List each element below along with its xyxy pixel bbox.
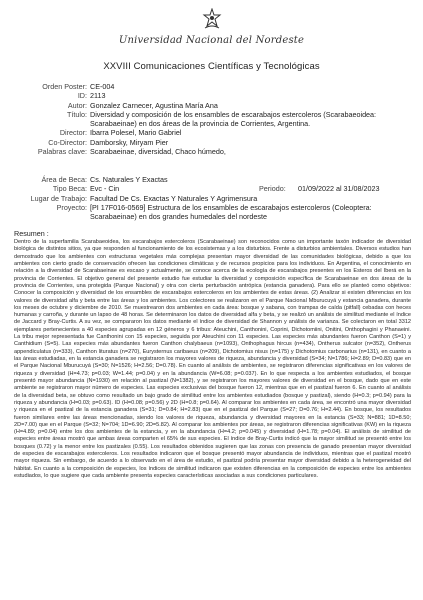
field-value: 01/09/2022 al 31/08/2023 [298,184,380,194]
field-label: Co-Director: [48,137,87,147]
field-proyecto [0,203,423,222]
field-palabras-clave [0,147,423,156]
field-value: 2113 [90,91,106,101]
field-label: Proyecto: [56,202,87,212]
university-crest-icon [201,8,223,30]
abstract-heading: Resumen : [14,229,49,238]
field-value: Diversidad y composición de los ensambles de escarabajos estercoleros (Scarabaeoidea: Scarabaeinae) en dos áreas de la provincia de Corrientes, Argentina. [90,109,377,129]
field-value: [PI 17F016-0569] Estructura de los ensambles de escarabajos estercoleros (Coleoptera: Scarabaeinae) en dos grandes humedales del nordeste [90,202,372,222]
abstract-text: Dentro de la superfamilia Scarabaeoidea, los escarabajos estercoleros (Scarabaeinae) son reconocidos como un importante taxón indicador de diversidad biológica de distintos sitios, ya que responden al funcionamiento de los ecosistemas y a los disturbios. Frente a disturbios ambientales. Diversos estudios han demostrado que los ambientes con estructuras vegetales más complejas presentan mayor diversidad de las comunidades biológicas, debido a que los ambientes con cierto grado de conservación ofrecen las condiciones climáticas y de recursos propicios para los individuos. En Argentina, el conocimiento en relación a la diversidad de Scarabaeinae es escaso y actualmente, se conoce acerca de la ecología de escarabajos presentes en los Esteros del Iberá en la provincia de Corrientes. El objetivo general del presente estudio fue estudiar la diversidad y composición específica de Scarabaeinae en dos áreas de la provincia de Corrientes, una protegida (Parque Nacional) y otra con cierta perturbación antrópica (estancia ganadera). Para ello se planteó como objetivos: Conocer la composición y diversidad de los ensambles de escarabajos estercoleros en los ambientes de estas áreas. (2) Analizar si existen diferencias en los valores de diversidad alfa y beta entre las áreas y los ambientes. Los colectores se realizaron en el Parque Nacional Mburucuyá y estancia ganadera, durante los meses de octubre y diciembre de 2010. Se muestrearon dos ambientes en cada área: bosque y sabana, con trampas de caída (pitfall) cebadas con heces humanas y carroña, y durante un lapso de 48 horas. Se determinaron los datos de diversidad alfa y beta, y se realizó un análisis de similitud mediante el índice de Jaccard y Bray-Curtis. A su vez, se compararon los datos mediante el índice de diversidad de Shannon y análisis de varianza. Se colectaron en total 3312 ejemplares pertenecientes a 40 especies agrupadas en 12 géneros y 6 tribus: Ateuchini, Canthonini, Coprini, Dichotomiini, Onitini, Onthophagini y Phanaeini. La tribu mejor representada fue Canthonini con 15 especies, seguida por Ateuchini con 11 especies. Las especies más abundantes fueron Canthon (S=1) y Canthidium (S=5). Las especies más abundantes fueron Canthon chalybaeus (n=1093), Onthophagus hircus (n=434), Ontherus sulcator (n=352), Ontherus appendiculatus (n=333), Canthon lituratus (n=270), Eurysternus caribaeus (n=209), Dichotomius nisus (n=175) y Dichotomius carbonarius (n=131), en cuanto a las áreas estudiadas, en la estancia ganadera se registraron los mayores valores de riqueza, abundancia y diversidad (S=34; N=1786; H=2.89; D=0.83) que en el Parque Nacional Mburucuyá (S=30; N=1526; H=2.56; D=0.78). En cuanto al análisis de ambientes, se registraron diferencias significativas en los valores de riqueza y diversidad (H=4.73; p=0.03; W=1.44; p=0.04) y en la abundancia (W=6.08; p=0.037). En lo que respecta a los ambientes estudiados, el bosque presentó mayor abundancia (N=1930) en relación al pastizal (N=1382), y se registraron los mayores valores de diversidad en el bosque, dado que en este ambiente se registraron mayor número de especies. Las especies exclusivas del bosque fueron 12, mientras que en el pastizal fueron 6. En cuanto al análisis de la diversidad beta, se obtuvo como resultado un bajo grado de similitud entre los ambientes estudiados (bosque y pastizal), siendo (H=0.3; p=0.94) para la riqueza y abundancia (H=0.03; p=0.63). ID (H=0.08; p=0.56) y 2D (H=0.8; p=0.64). Al comparar los ambientes en cada área, se encontró una mayor diversidad y riqueza en el pastizal de la estancia ganadera (S=31; D=0.84; H=2.83) que en el pastizal del Parque (S=27; D=0.76; H=2.44). En bosque, los resultados fueron similares entre las áreas mencionadas, siendo los valores de riqueza, abundancia y diversidad mayores en la estancia (S=33; N=881; 1D=8.50; 2D=7.00) que en el Parque (S=32; N=704; 1D=6.90; 2D=5.82). Al comparar los ambientes por áreas, se registraron diferencias significativas (KW) en la riqueza (H=4.89; p=0.04) entre los dos ambientes de la estancia, y en la abundancia (H=4.2; p=0.045) y diversidad (H=1.78; p=0.04). El análisis de similitud de especies entre áreas mostró que ambas áreas comparten el 65% de sus especies. El índice de Bray-Curtis indicó que la mayor similitud se presentó entre los bosques (0.72) y la menor entre los pastizales (0.55). Los resultados obtenidos sugieren que las zonas con presencia de ganado presentan mayor diversidad de especies de escarabajos estercoleros. Los resultados indicaron que el bosque presentó mayor abundancia de individuos, mientras que el pastizal mostró mayor riqueza. Sin embargo, de acuerdo a lo observado en el área de estudio, el pastizal podría presentar mayor diversidad debido a la heterogeneidad del hábitat. En cuanto a la composición de especies, los índices de similitud indicaron que existen diferencias en la composición de especies entre los ambientes estudiados, lo que sugiere que cada ambiente presenta especies características asociadas a sus condiciones particulares. [14,239,411,479]
university-name: Universidad Nacional del Nordeste [118,35,305,46]
beca-block [0,175,423,221]
university-header [0,8,423,46]
field-label: Autor: [67,100,87,110]
field-lugar-trabajo [0,194,423,203]
field-value: Evc - Cin [90,184,120,194]
field-label: Orden Poster: [42,82,87,91]
field-value: Facultad De Cs. Exactas Y Naturales Y Agrimensura [90,193,258,203]
field-tipo-beca [0,184,423,193]
field-label: ID: [77,91,87,101]
field-area-beca [0,175,423,184]
field-label: Título: [67,109,87,119]
field-value: Scarabaeinae, diversidad, Chaco húmedo, [90,147,226,157]
field-director [0,128,423,137]
field-value: Gonzalez Carnecer, Agustina María Ana [90,100,218,110]
field-id [0,91,423,100]
field-label: Área de Beca: [41,175,87,184]
field-titulo [0,110,423,129]
metadata-block [0,82,423,156]
document-title: XXVIII Comunicaciones Científicas y Tecnológicas [103,61,320,72]
field-orden-poster [0,82,423,91]
field-label: Periodo: [259,184,286,194]
field-label: Palabras clave: [37,147,87,157]
field-value: Cs. Naturales Y Exactas [90,175,168,184]
abstract-body [14,239,411,589]
field-autor [0,101,423,110]
field-value: Damborsky, Miryam Pier [90,137,169,147]
field-label: Director: [59,128,87,138]
field-codirector [0,138,423,147]
field-label: Tipo Beca: [52,184,87,194]
field-value: CE-004 [90,82,115,91]
field-label: Lugar de Trabajo: [30,193,87,203]
field-value: Ibarra Polesel, Mario Gabriel [90,128,182,138]
